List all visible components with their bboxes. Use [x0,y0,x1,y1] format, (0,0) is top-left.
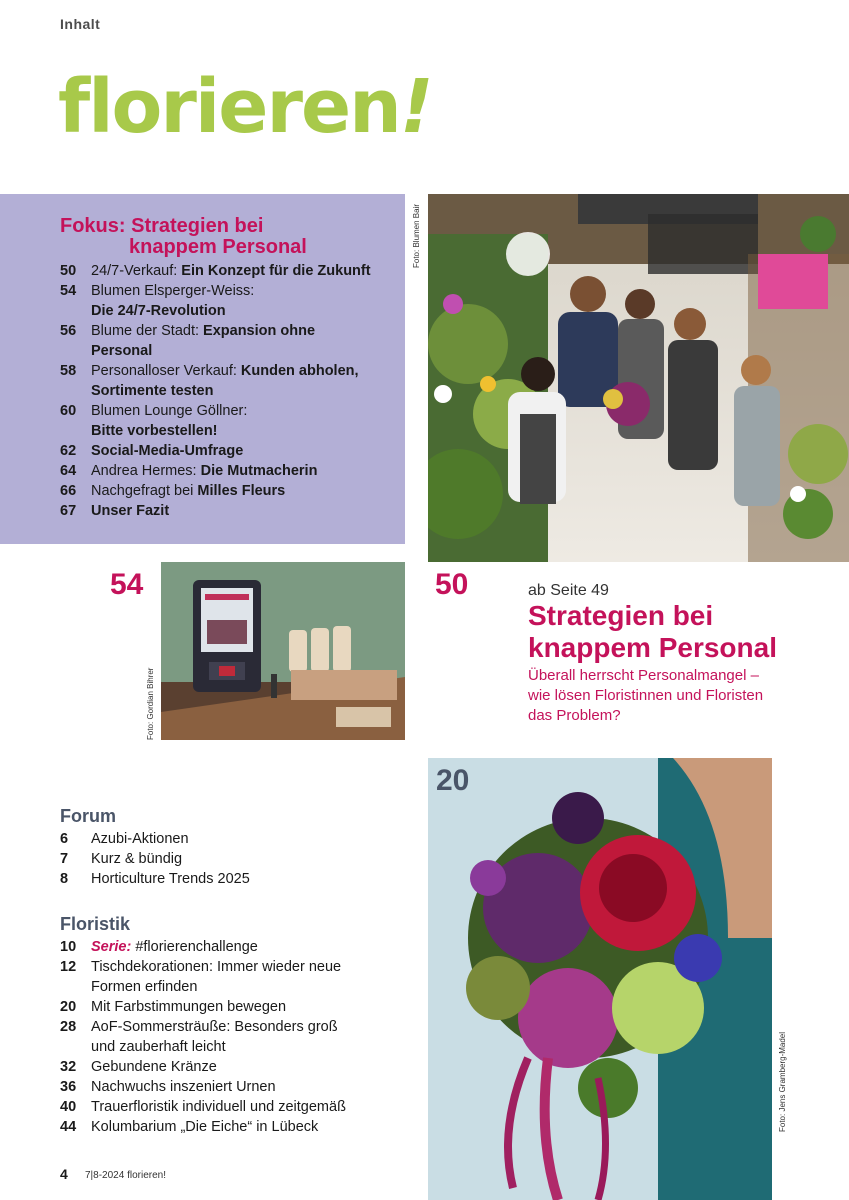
toc-entry-line: AoF-Sommersträuße: Besonders groß [91,1019,338,1035]
toc-entry-bold: Die 24/7-Revolution [91,303,226,319]
toc-entry-text [91,1097,346,1117]
toc-entry-line: Tischdekorationen: Immer wieder neue [91,959,342,975]
toc-entry-text [91,501,169,521]
toc-entry-text [91,401,247,421]
feature-title [528,600,828,664]
magazine-logo [58,64,432,150]
toc-entry-text [91,481,285,501]
forum-title: Forum [60,806,116,826]
toc-entry-text [91,977,197,997]
toc-entry-text [91,381,213,401]
toc-page-number: 28 [60,1019,77,1035]
toc-row [60,1037,405,1057]
toc-page-number: 7 [60,851,69,867]
section-label: Inhalt [60,16,101,32]
toc-page-number [60,341,91,361]
toc-row [60,829,405,849]
toc-entry-text [91,281,254,301]
toc-page-number: 67 [60,503,77,519]
focus-title-line2: knappem Personal [129,236,307,258]
toc-entry-text: Kurz & bündig [91,851,183,867]
toc-row [60,381,405,401]
toc-row [60,321,405,341]
toc-entry-bold: Expansion ohne [203,323,316,339]
toc-page-number: 32 [60,1059,77,1075]
toc-entry-text [91,361,359,381]
feature-page-number: 50 [435,568,469,601]
bouquet-page-number: 20 [436,764,470,797]
toc-row [60,421,405,441]
toc-entry-bold: Sortimente testen [91,383,214,399]
toc-page-number [60,977,91,997]
toc-row [60,997,405,1017]
team-photo-credit: Foto: Blumen Bair [412,203,421,268]
toc-page-number: 40 [60,1099,77,1115]
feature-desc-line1: Überall herrscht Personalmangel – [528,667,759,684]
toc-entry-line: Gebundene Kränze [91,1059,217,1075]
toc-entry-bold: Bitte vorbestellen! [91,423,218,439]
toc-entry-text: Horticulture Trends 2025 [91,871,250,887]
toc-row [60,361,405,381]
toc-entry-plain: Andrea Hermes: [91,463,201,479]
kiosk-photo-credit: Foto: Gordian Bihrer [146,667,155,740]
toc-entry-bold: Kunden abholen, [240,363,359,379]
team-photo [428,194,849,562]
toc-page-number [60,381,91,401]
toc-entry-plain: Blumen Elsperger-Weiss: [91,283,255,299]
toc-entry-text [91,937,258,957]
toc-page-number: 10 [60,939,77,955]
toc-row [60,977,405,997]
toc-entry-bold: Social-Media-Umfrage [91,443,244,459]
toc-page-number: 64 [60,463,77,479]
feature-kicker: ab Seite 49 [528,582,609,599]
toc-entry-plain: Personalloser Verkauf: [91,363,241,379]
toc-page-number: 62 [60,443,77,459]
toc-row [60,1017,405,1037]
toc-row [60,937,405,957]
toc-page-number: 36 [60,1079,77,1095]
toc-entry-text [91,441,243,461]
focus-title-line1: Fokus: Strategien bei [60,215,264,237]
toc-entry-text [91,461,317,481]
toc-page-number: 6 [60,831,69,847]
toc-row [60,441,405,461]
toc-entry-line: Mit Farbstimmungen bewegen [91,999,287,1015]
feature-desc-line3: das Problem? [528,707,621,724]
footer-issue-date: 7|8-2024 [85,1170,125,1181]
toc-page-number: 60 [60,403,77,419]
toc-page-number: 20 [60,999,77,1015]
toc-page-number: 8 [60,871,69,887]
toc-entry-line: Kolumbarium „Die Eiche“ in Lübeck [91,1119,319,1135]
toc-entry-text [91,997,286,1017]
toc-row [60,1097,405,1117]
bouquet-photo-illustration [428,758,772,1200]
toc-entry-text: Azubi-Aktionen [91,831,189,847]
toc-entry-plain: 24/7-Verkauf: [91,263,182,279]
toc-page-number [60,421,91,441]
toc-page-number: 50 [60,263,77,279]
toc-entry-bold: Milles Fleurs [197,483,286,499]
kiosk-photo [161,562,405,740]
toc-entry-text [91,1057,217,1077]
toc-row [60,341,405,361]
toc-row [60,401,405,421]
focus-title [60,216,307,258]
toc-entry-text [91,321,315,341]
bouquet-photo [428,758,772,1200]
team-photo-illustration [428,194,849,562]
toc-page-number: 66 [60,483,77,499]
floristik-title: Floristik [60,914,131,934]
toc-entry-bold: Personal [91,343,153,359]
toc-row [60,461,405,481]
toc-page-number: 58 [60,363,77,379]
footer-page-number: 4 [60,1166,68,1182]
toc-page-number: 54 [60,283,77,299]
kiosk-photo-illustration [161,562,405,740]
toc-row [60,501,405,521]
toc-page-number: 12 [60,959,77,975]
toc-row [60,869,405,889]
toc-entry-line: Formen erfinden [91,979,198,995]
toc-row [60,957,405,977]
floristik-toc [60,937,405,1137]
toc-entry-plain: Blumen Lounge Göllner: [91,403,248,419]
footer-issue [85,1170,166,1181]
focus-box [0,194,405,544]
toc-entry-text [91,1077,276,1097]
feature-description [528,666,818,726]
toc-serie-label: Serie: [91,939,132,955]
toc-row [60,481,405,501]
toc-entry-text [91,1037,226,1057]
toc-entry-line: Trauerfloristik individuell und zeitgemäß [91,1099,346,1115]
bouquet-photo-credit: Foto: Jens Gramberg-Madel [778,1031,787,1132]
toc-entry-text [91,261,371,281]
toc-entry-text [91,1117,318,1137]
toc-page-number [60,301,91,321]
toc-entry-text [91,957,341,977]
toc-row [60,301,405,321]
toc-entry-line: #florierenchallenge [135,939,258,955]
toc-entry-bold: Die Mutmacherin [200,463,318,479]
toc-row [60,281,405,301]
toc-entry-text [91,1017,338,1037]
toc-entry-text [91,301,226,321]
toc-page-number: 44 [60,1119,77,1135]
toc-entry-text [91,421,218,441]
toc-row [60,1117,405,1137]
toc-entry-text [91,341,152,361]
toc-page-number [60,1037,91,1057]
toc-entry-plain: Nachgefragt bei [91,483,198,499]
kiosk-page-number: 54 [110,568,144,601]
feature-title-line2: knappem Personal [528,632,777,663]
toc-page-number: 56 [60,323,77,339]
toc-row [60,261,405,281]
toc-row [60,849,405,869]
toc-entry-bold: Unser Fazit [91,503,170,519]
toc-entry-plain: Blume der Stadt: [91,323,204,339]
feature-desc-line2: wie lösen Floristinnen und Floristen [528,687,764,704]
logo-exclamation: ! [399,64,432,150]
focus-toc [60,261,405,521]
toc-entry-line: Nachwuchs inszeniert Urnen [91,1079,276,1095]
toc-row [60,1077,405,1097]
toc-entry-bold: Ein Konzept für die Zukunft [181,263,371,279]
toc-row [60,1057,405,1077]
toc-entry-line: und zauberhaft leicht [91,1039,226,1055]
footer-magazine: florieren! [127,1170,166,1181]
forum-toc [60,829,405,889]
logo-text: florieren [58,64,400,150]
feature-title-line1: Strategien bei [528,600,714,631]
